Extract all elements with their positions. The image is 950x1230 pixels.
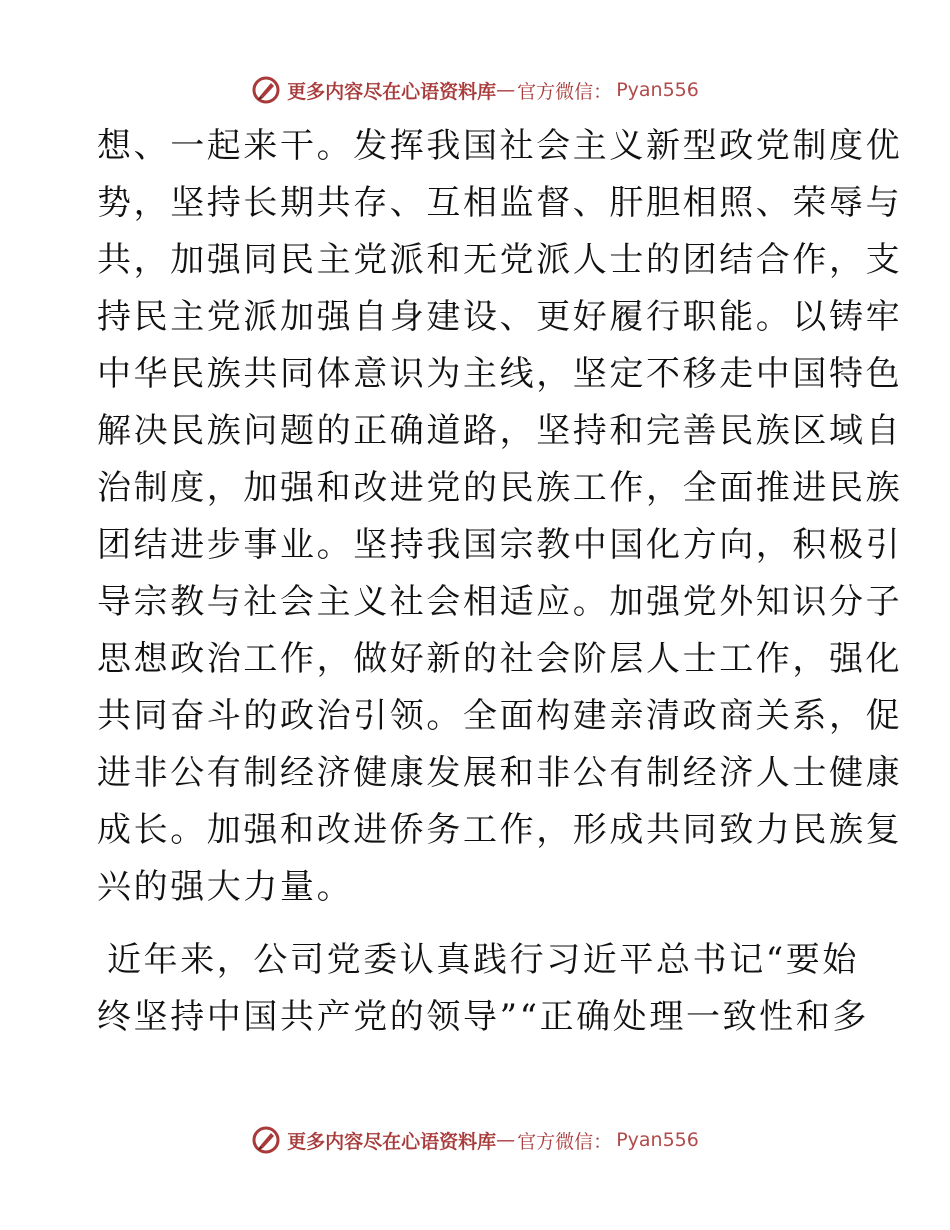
watermark-separator: — [496, 1129, 516, 1151]
text-line: 共同奋斗的政治引领。全面构建亲清政商关系，促 [97, 696, 903, 736]
text-line: 思想政治工作，做好新的社会阶层人士工作，强化 [97, 639, 903, 679]
text-line: 想、一起来干。发挥我国社会主义新型政党制度优 [97, 126, 903, 166]
watermark-text: 更多内容尽在心语资料库 [287, 1130, 497, 1153]
text-line: 兴的强大力量。 [97, 867, 354, 907]
text-line: 治制度，加强和改进党的民族工作，全面推进民族 [97, 468, 903, 508]
text-line: 中华民族共同体意识为主线，坚定不移走中国特色 [97, 354, 903, 394]
pen-logo-icon [251, 1125, 281, 1155]
watermark-label: 官方微信： [517, 80, 613, 103]
text-line: 终坚持中国共产党的领导”“正确处理一致性和多 [97, 997, 869, 1037]
text-line: 共，加强同民主党派和无党派人士的团结合作，支 [97, 240, 903, 280]
paragraph-1 [97, 118, 903, 916]
watermark-label: 官方微信： [517, 1130, 613, 1153]
pen-logo-icon [251, 75, 281, 105]
text-line: 进非公有制经济健康发展和非公有制经济人士健康 [97, 753, 903, 793]
document-body [97, 118, 903, 1046]
text-line: 持民主党派加强自身建设、更好履行职能。以铸牢 [97, 297, 903, 337]
paragraph-2 [97, 932, 869, 1046]
header-watermark [0, 70, 950, 110]
text-line: 成长。加强和改进侨务工作，形成共同致力民族复 [97, 810, 903, 850]
footer-watermark [0, 1120, 950, 1160]
watermark-text: 更多内容尽在心语资料库 [287, 80, 497, 103]
watermark-id: Pyan556 [616, 79, 699, 101]
watermark-id: Pyan556 [616, 1129, 699, 1151]
text-line: 近年来，公司党委认真践行习近平总书记“要始 [107, 940, 859, 980]
text-line: 导宗教与社会主义社会相适应。加强党外知识分子 [97, 582, 903, 622]
watermark-separator: — [496, 79, 516, 101]
text-line: 势，坚持长期共存、互相监督、肝胆相照、荣辱与 [97, 183, 903, 223]
text-line: 团结进步事业。坚持我国宗教中国化方向，积极引 [97, 525, 903, 565]
text-line: 解决民族问题的正确道路，坚持和完善民族区域自 [97, 411, 903, 451]
